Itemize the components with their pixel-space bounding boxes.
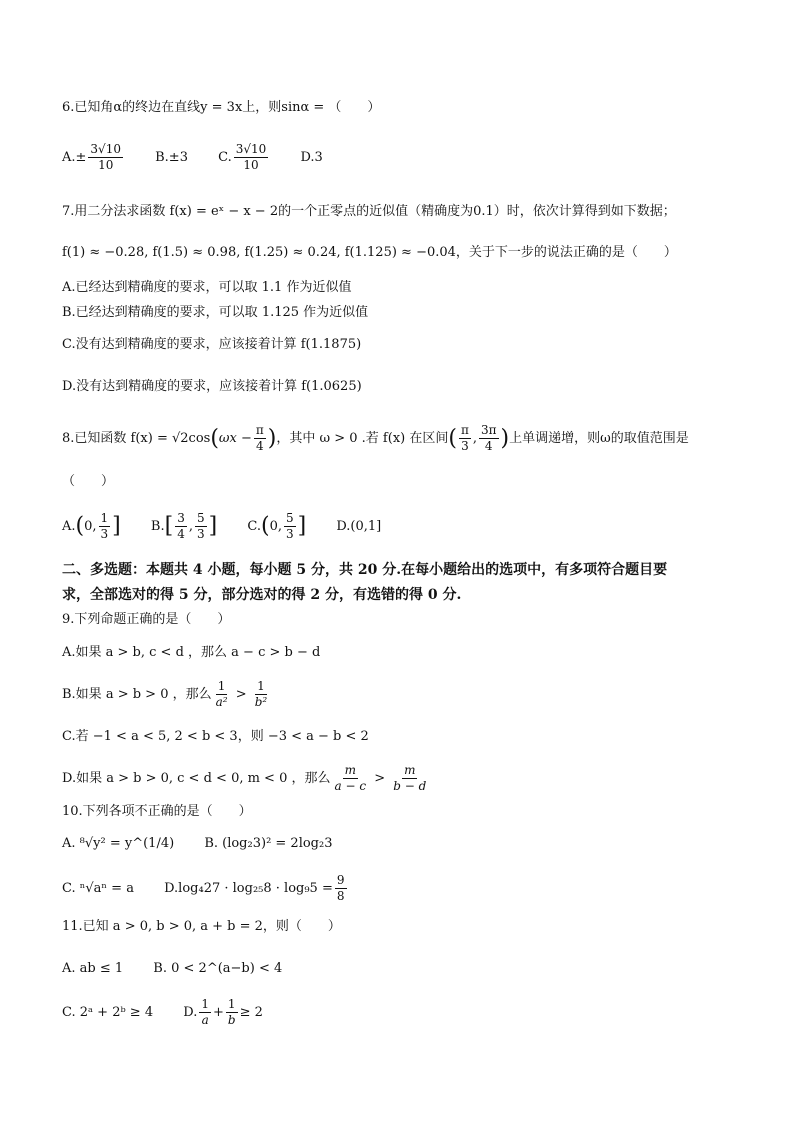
q10-option-c: C. ⁿ√aⁿ = a	[62, 881, 134, 897]
q9-stem: 9.下列命题正确的是（ ）	[62, 612, 231, 627]
q10-options-ab	[62, 837, 333, 850]
q7-data: f(1) ≈ −0.28, f(1.5) ≈ 0.98, f(1.25) ≈ 0.24, f(1.125) ≈ −0.04，关于下一步的说法正确的是（ ）	[62, 245, 677, 260]
q8-option-c: C.(0, $\frac{5}{3}$ ]	[247, 511, 307, 542]
q8-options	[62, 512, 381, 541]
q7-stem: 7.用二分法求函数 f(x) = eˣ − x − 2的一个正零点的近似值（精确度为0.1）时，依次计算得到如下数据；	[62, 204, 676, 219]
q8-paren: （ ）	[62, 474, 115, 489]
q11-options-ab	[62, 962, 282, 975]
q8-stem: 8.已知函数 f(x) = √2cos(ωx − $\frac{\pi}{4}$ )，其中 ω > 0 .若 f(x) 在区间( $\frac{\pi}{3}$ , $\frac{3\pi}{4}$ )上单调递增，则ω的取值范围是	[62, 423, 689, 454]
q7-option-d: D.没有达到精确度的要求，应该接着计算 f(1.0625)	[62, 379, 362, 394]
q6-stem: 6.已知角α的终边在直线y = 3x上，则sinα = （ ）	[62, 100, 381, 115]
q11-option-d: D. $\frac{1}{a}$ + $\frac{1}{b}$ ≥ 2	[183, 997, 263, 1028]
q11-option-b: B. 0 < 2^(a−b) < 4	[153, 961, 283, 976]
section2-heading-line2: 求，全部选对的得 5 分，部分选对的得 2 分，有选错的得 0 分.	[62, 587, 462, 603]
q11-option-a: A. ab ≤ 1	[62, 961, 124, 976]
q8-option-a: A.(0, $\frac{1}{3}$ ]	[62, 511, 121, 542]
q8-option-b: B.[ $\frac{3}{4}$ , $\frac{5}{3}$ ]	[150, 511, 218, 542]
q10-option-b: B. (log₂3)² = 2log₂3	[204, 836, 333, 851]
q6-option-c: C.	[218, 150, 232, 166]
q6-option-b: B.±3	[155, 150, 188, 166]
q11-options-cd	[62, 998, 263, 1027]
q7-option-c: C.没有达到精确度的要求，应该接着计算 f(1.1875)	[62, 337, 362, 352]
q6-option-d: D.3	[300, 150, 323, 166]
q10-option-a: A. ⁸√y² = y^(1/4)	[62, 836, 175, 851]
q10-option-d: D.log₄27 · log₂₅8 · log₉5 = $\frac{9}{8}$	[164, 873, 345, 904]
q7-option-a: A.已经达到精确度的要求，可以取 1.1 作为近似值	[62, 280, 352, 295]
q8-option-d: D.(0,1]	[336, 519, 382, 535]
q6-option-c-frac: $\frac{3√10}{10}$	[235, 142, 267, 173]
q9-option-d: D.如果 a > b > 0, c < d < 0, m < 0 ，那么 $\frac{m}{a - c}$ > $\frac{m}{b - d}$	[62, 763, 427, 794]
q11-stem: 11.已知 a > 0, b > 0, a + b = 2，则（ ）	[62, 919, 341, 934]
q9-option-c: C.若 −1 < a < 5, 2 < b < 3，则 −3 < a − b < 2	[62, 729, 369, 744]
q6-option-a: A.±	[62, 150, 87, 166]
q10-stem: 10.下列各项不正确的是（ ）	[62, 804, 252, 819]
q7-option-b: B.已经达到精确度的要求，可以取 1.125 作为近似值	[62, 305, 369, 320]
q6-option-a-frac: $\frac{3√10}{10}$	[90, 142, 121, 173]
section2-heading-line1: 二、多选题：本题共 4 小题，每小题 5 分，共 20 分.在每小题给出的选项中，有多项符合题目要	[62, 562, 668, 578]
q10-options-cd	[62, 874, 349, 903]
q9-option-a: A.如果 a > b, c < d ，那么 a − c > b − d	[62, 645, 321, 660]
q9-option-b: B.如果 a > b > 0 ，那么 $\frac{1}{\text{a²}}$ > $\frac{1}{\text{b²}}$	[62, 679, 268, 710]
q11-option-c: C. 2ᵃ + 2ᵇ ≥ 4	[62, 1005, 154, 1021]
q6-options	[62, 143, 323, 172]
